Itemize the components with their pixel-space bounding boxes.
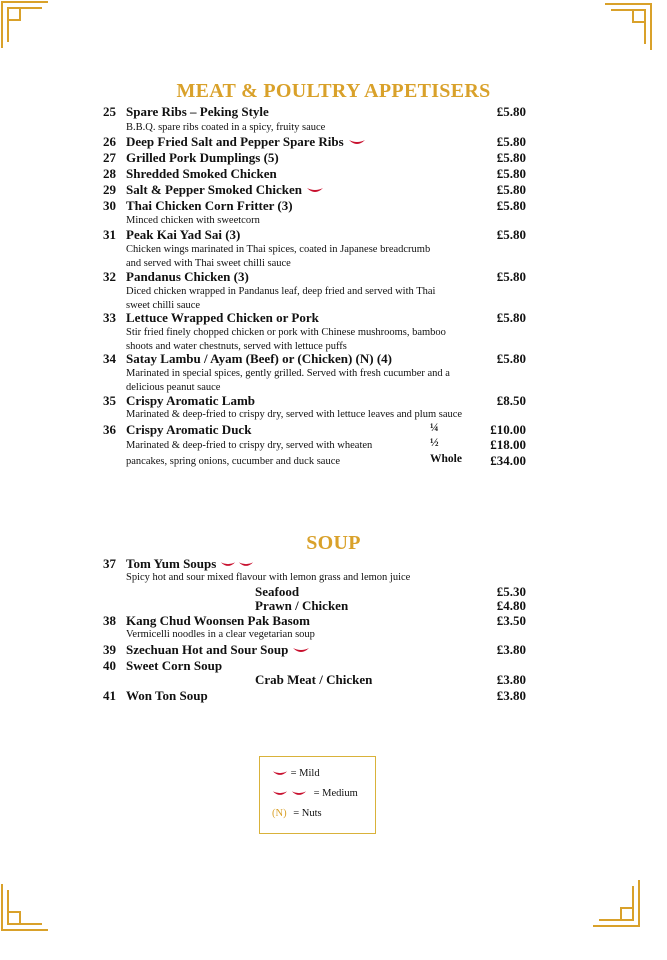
item-description-line: and served with Thai sweet chilli sauce [126, 257, 291, 269]
item-name-wrap [126, 556, 254, 572]
item-price: £5.80 [496, 310, 526, 325]
item-description [126, 243, 526, 270]
item-price: £3.80 [496, 688, 526, 703]
item-name: Grilled Pork Dumplings (5) [126, 150, 279, 165]
chili-pepper-icon [292, 647, 310, 655]
item-price: £5.80 [496, 198, 526, 213]
chili-pepper-icon [348, 139, 366, 147]
item-number: 41 [103, 688, 116, 703]
option-label: Prawn / Chicken [255, 598, 349, 613]
legend-nuts [272, 808, 322, 819]
item-price: £3.50 [496, 613, 526, 628]
legend-medium [272, 788, 358, 799]
item-description-line: shoots and water chestnuts, served with lettuce puffs [126, 340, 347, 352]
item-name-wrap [126, 642, 310, 658]
chili-pepper-icon [272, 790, 288, 798]
legend-medium-label: = Medium [313, 788, 358, 799]
item-number: 28 [103, 166, 116, 181]
option-label: Seafood [255, 584, 300, 599]
item-description: Spicy hot and sour mixed flavour with lemon grass and lemon juice [126, 572, 411, 583]
chili-pepper-icon [306, 187, 324, 195]
item-price: £5.80 [496, 104, 526, 119]
item-number: 30 [103, 198, 116, 213]
item-description-line: Diced chicken wrapped in Pandanus leaf, deep fried and served with Thai [126, 286, 436, 297]
item-description: B.B.Q. spare ribs coated in a spicy, fruity sauce [126, 122, 326, 133]
item-price: £5.80 [496, 182, 526, 197]
chili-pepper-icon [220, 561, 236, 569]
item-name: Peak Kai Yad Sai (3) [126, 227, 241, 242]
item-description [126, 367, 526, 394]
item-description [126, 285, 526, 312]
chili-pepper-icon [238, 561, 254, 569]
corner-ornament-bottom-right [591, 878, 641, 928]
portion-price: £34.00 [490, 453, 526, 468]
item-number: 27 [103, 150, 116, 165]
item-number: 29 [103, 182, 116, 197]
item-name: Thai Chicken Corn Fritter (3) [126, 198, 293, 213]
item-description: Vermicelli noodles in a clear vegetarian soup [126, 629, 315, 640]
legend-nuts-label: = Nuts [293, 808, 322, 819]
item-description: Marinated & deep-fried to crispy dry, served with lettuce leaves and plum sauce [126, 409, 463, 420]
item-number: 26 [103, 134, 116, 149]
item-price: £5.80 [496, 227, 526, 242]
item-number: 32 [103, 269, 116, 284]
item-description-line: Marinated in special spices, gently grilled. Served with fresh cucumber and a [126, 368, 450, 379]
item-description-line: delicious peanut sauce [126, 381, 221, 393]
item-number: 36 [103, 422, 116, 437]
item-number: 34 [103, 351, 116, 366]
legend-mild [272, 768, 320, 779]
item-name: Kang Chud Woonsen Pak Basom [126, 613, 310, 628]
item-description-line: Stir fried finely chopped chicken or pork with Chinese mushrooms, bamboo [126, 327, 446, 338]
item-name: Spare Ribs – Peking Style [126, 104, 269, 119]
item-description: Minced chicken with sweetcorn [126, 215, 260, 226]
gold-corner-ornament-icon [0, 882, 50, 932]
item-description [126, 326, 526, 353]
item-name: Sweet Corn Soup [126, 658, 223, 673]
soup-section-title: SOUP [306, 532, 361, 554]
item-description-line: sweet chilli sauce [126, 299, 201, 311]
item-name-wrap [126, 182, 324, 198]
item-number: 35 [103, 393, 116, 408]
item-name: Pandanus Chicken (3) [126, 269, 249, 284]
meat-section-title: MEAT & POULTRY APPETISERS [176, 80, 491, 102]
item-name: Deep Fried Salt and Pepper Spare Ribs [126, 134, 344, 149]
item-name: Shredded Smoked Chicken [126, 166, 277, 181]
item-name: Crispy Aromatic Duck [126, 422, 252, 437]
gold-corner-ornament-icon [603, 2, 653, 52]
item-name: Salt & Pepper Smoked Chicken [126, 182, 302, 197]
legend-mild-label: = Mild [290, 768, 320, 779]
item-price: £5.80 [496, 269, 526, 284]
option-price: £4.80 [496, 598, 526, 613]
spice-legend [259, 756, 376, 834]
item-description-line: Marinated & deep-fried to crispy dry, served with wheaten [126, 440, 373, 451]
item-name: Szechuan Hot and Sour Soup [126, 642, 289, 657]
item-number: 25 [103, 104, 116, 119]
gold-corner-ornament-icon [0, 0, 50, 50]
portion-size: Whole [430, 453, 462, 465]
item-price: £5.80 [496, 166, 526, 181]
item-description-line: Chicken wings marinated in Thai spices, coated in Japanese breadcrumb [126, 244, 431, 255]
item-number: 38 [103, 613, 116, 628]
item-name: Crispy Aromatic Lamb [126, 393, 256, 408]
item-number: 40 [103, 658, 116, 673]
portion-size: ½ [430, 437, 439, 449]
chili-pepper-icon [291, 790, 307, 798]
corner-ornament-bottom-left [0, 882, 50, 932]
nuts-symbol: (N) [272, 808, 287, 819]
gold-corner-ornament-icon [591, 878, 641, 928]
item-description [126, 439, 426, 468]
item-number: 39 [103, 642, 116, 657]
item-name: Won Ton Soup [126, 688, 208, 703]
portion-price: £18.00 [490, 437, 526, 452]
item-number: 33 [103, 310, 116, 325]
portion-size: ¼ [430, 422, 439, 434]
option-price: £5.30 [496, 584, 526, 599]
item-price: £5.80 [496, 134, 526, 149]
corner-ornament-top-right [603, 2, 653, 52]
item-name: Lettuce Wrapped Chicken or Pork [126, 310, 319, 325]
item-description-line: pancakes, spring onions, cucumber and duck sauce [126, 455, 341, 467]
portion-price: £10.00 [490, 422, 526, 437]
item-name-wrap [126, 134, 366, 150]
item-number: 31 [103, 227, 116, 242]
option-price: £3.80 [496, 672, 526, 687]
item-price: £8.50 [496, 393, 526, 408]
item-price: £5.80 [496, 150, 526, 165]
item-price: £3.80 [496, 642, 526, 657]
item-name: Satay Lambu / Ayam (Beef) or (Chicken) (N) (4) [126, 351, 392, 366]
item-price: £5.80 [496, 351, 526, 366]
chili-pepper-icon [272, 770, 288, 778]
item-number: 37 [103, 556, 116, 571]
item-name: Tom Yum Soups [126, 556, 217, 571]
corner-ornament-top-left [0, 0, 50, 50]
option-label: Crab Meat / Chicken [255, 672, 373, 687]
